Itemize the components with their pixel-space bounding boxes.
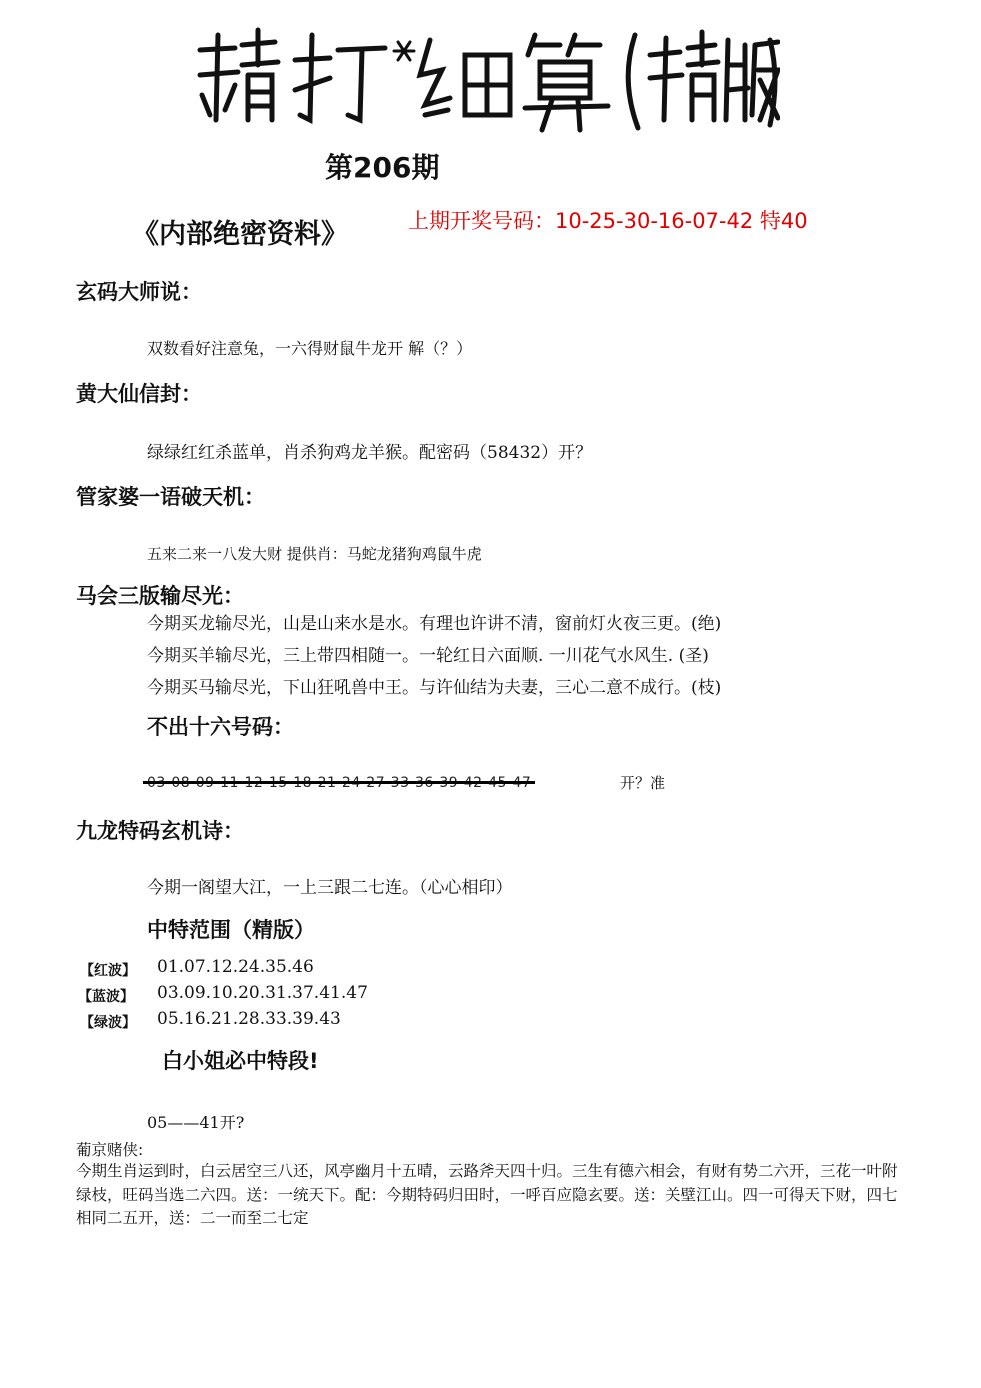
pujing-paragraph: 今期生肖运到时，白云居空三八还，风亭幽月十五晴，云路斧天四十归。三生有德六相会，有财有势二六开，三花一叶附绿枝，旺码当选二六四。送：一统天下。配：今期特码归田时，一呼百应隐玄要。送：关壁江山。四一可得天下财，四七相同二五开，送：二一而至二七定	[76, 1162, 898, 1227]
internal-title: 《内部绝密资料》	[132, 219, 348, 250]
last-draw-numbers: 上期开奖号码：10-25-30-16-07-42 特40	[408, 209, 808, 233]
section-heading-buchu: 不出十六号码：	[147, 715, 294, 739]
title-calligraphy-logo	[180, 20, 780, 140]
wave-label-red: 【红波】	[80, 963, 136, 979]
section-heading-jiulong: 九龙特码玄机诗：	[76, 819, 244, 843]
section-heading-zhongte: 中特范围（精版）	[147, 918, 315, 942]
huang-line: 绿绿红红杀蓝单，肖杀狗鸡龙羊猴。配密码（58432）开？	[147, 443, 593, 463]
bai-line: 05——41开?	[147, 1113, 245, 1132]
xuanma-line: 双数看好注意兔，一六得财鼠牛龙开 解（？）	[147, 339, 473, 358]
excluded-numbers	[147, 772, 531, 791]
section-heading-huang: 黄大仙信封：	[76, 382, 202, 406]
mahui-line-3: 今期买马输尽光，下山狂吼兽中王。与许仙结为夫妻，三心二意不成行。(枝)	[147, 678, 722, 698]
strike-through-line	[143, 781, 535, 784]
wave-numbers-green: 05.16.21.28.33.39.43	[157, 1009, 341, 1029]
section-heading-xuanma: 玄码大师说：	[76, 280, 202, 304]
section-heading-pujing: 葡京赌侠:	[76, 1141, 144, 1159]
issue-number: 第206期	[325, 151, 440, 184]
mahui-line-2: 今期买羊输尽光，三上带四相随一。一轮红日六面顺. 一川花气水风生. (圣)	[147, 646, 709, 666]
section-heading-mahui: 马会三版输尽光：	[76, 584, 244, 608]
jiulong-line: 今期一阁望大江，一上三跟二七连。（心心相印）	[147, 878, 513, 898]
wave-numbers-red: 01.07.12.24.35.46	[157, 957, 314, 977]
mahui-line-1: 今期买龙输尽光，山是山来水是水。有理也许讲不清，窗前灯火夜三更。(绝)	[147, 614, 722, 634]
guanjia-line: 五来二来一八发大财 提供肖：马蛇龙猪狗鸡鼠牛虎	[147, 545, 482, 563]
excluded-numbers-suffix: 开？准	[620, 774, 666, 792]
section-heading-guanjia: 管家婆一语破天机：	[76, 485, 265, 509]
wave-label-blue: 【蓝波】	[78, 989, 134, 1005]
wave-label-green: 【绿波】	[80, 1015, 136, 1031]
section-heading-bai: 白小姐必中特段!	[162, 1049, 319, 1073]
wave-numbers-blue: 03.09.10.20.31.37.41.47	[157, 983, 368, 1003]
